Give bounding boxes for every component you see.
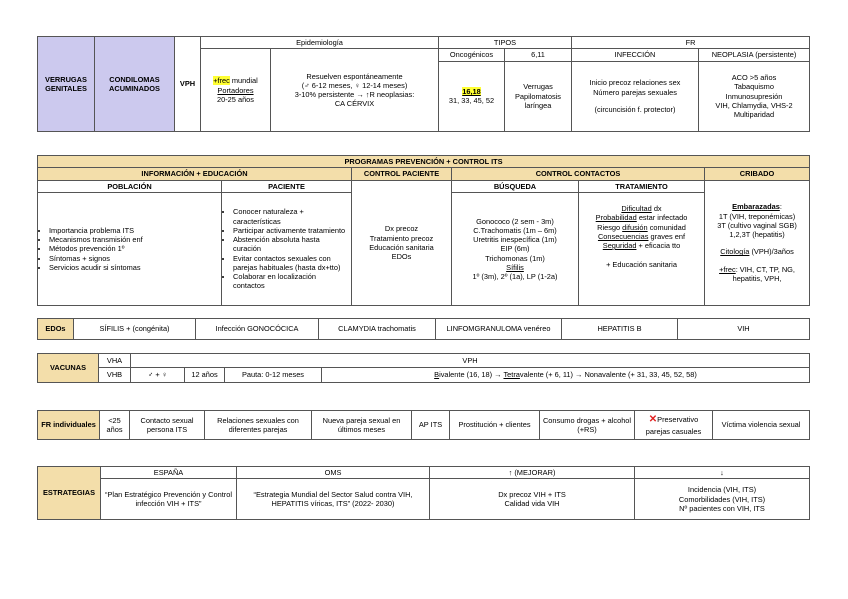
control-paciente-content xyxy=(352,180,452,306)
info-educacion-header: INFORMACIÓN + EDUCACIÓN xyxy=(38,168,352,180)
frec-label: +frec xyxy=(719,264,736,274)
oms-header: OMS xyxy=(237,467,430,479)
busqueda-line: Trichomonas (1m) xyxy=(485,253,545,263)
poblacion-content xyxy=(38,192,222,305)
citologia-label: Citología xyxy=(720,247,750,257)
cribado-line: 1,2,3T (hepatitis) xyxy=(729,230,785,240)
neo-line: Multiparidad xyxy=(733,110,775,120)
consecuencias-label: Consecuencias xyxy=(597,231,649,241)
tt-rest: graves enf xyxy=(648,231,686,241)
estrategias-label: ESTRATEGIAS xyxy=(38,467,101,520)
fr-item: Consumo drogas + alcohol (+RS) xyxy=(540,411,635,440)
fr-item: Contacto sexual persona ITS xyxy=(130,411,205,440)
vha-label: VHA xyxy=(99,354,131,368)
epi-line: 3-10% persistente → ↑R neoplasias: xyxy=(294,90,415,100)
mejorar-content xyxy=(430,479,635,520)
programas-title: PROGRAMAS PREVENCIÓN + CONTROL ITS xyxy=(38,156,810,168)
verrugas-table xyxy=(37,36,810,132)
tipos-header: TIPOS xyxy=(439,37,572,49)
fr-individuales-label: FR individuales xyxy=(38,411,100,440)
fr-item: AP ITS xyxy=(412,411,450,440)
paciente-item: • Colaborar en localización contactos xyxy=(233,272,349,291)
infeccion-factors xyxy=(572,61,699,132)
seguridad-label: Seguridad xyxy=(602,241,637,250)
cp-line: EDOs xyxy=(391,252,412,261)
epi-line: CA CÉRVIX xyxy=(334,99,375,109)
espana-header: ESPAÑA xyxy=(101,467,237,479)
frec-highlight: +frec xyxy=(213,76,230,86)
estrategias-table xyxy=(37,466,810,520)
vph-header: VPH xyxy=(131,354,810,368)
tt-rest: dx xyxy=(651,204,662,213)
neo-line: Inmunosupresión xyxy=(725,91,783,101)
mejorar-header: ↑ (MEJORAR) xyxy=(430,467,635,479)
poblacion-item: • Síntomas + signos xyxy=(49,254,219,263)
poblacion-item: • Servicios acudir si síntomas xyxy=(49,263,219,272)
neo-line: Tabaquismo xyxy=(734,82,774,92)
vacunas-label: VACUNAS xyxy=(38,354,99,383)
epi-line: (♂ 6-12 meses, ♀ 12-14 meses) xyxy=(301,80,408,90)
fr-individuales-table xyxy=(37,410,810,440)
programas-table xyxy=(37,155,810,306)
vph-label: VPH xyxy=(175,37,201,132)
cribado-line: 1T (VIH, treponémicas) xyxy=(718,211,796,221)
edo-item: LINFOMGRANULOMA venéreo xyxy=(436,319,562,340)
tt-rest: + eficacia tto xyxy=(636,241,681,250)
cribado-line: 3T (cultivo vaginal SGB) xyxy=(717,220,797,230)
paciente-item: • Evitar contactos sexuales con parejas habituales (hasta dx+tto) xyxy=(233,254,349,273)
vph-pauta: Pauta: 0-12 meses xyxy=(225,368,322,383)
mejorar-line: Calidad vida VIH xyxy=(504,499,560,509)
inf-line: Inicio precoz relaciones sex xyxy=(589,78,681,88)
edo-item: SÍFILIS + (congénita) xyxy=(74,319,196,340)
fr-item: Relaciones sexuales con diferentes parejas xyxy=(205,411,312,440)
paciente-header: PACIENTE xyxy=(222,180,352,192)
busqueda-line: Uretritis inespecífica (1m) xyxy=(473,235,557,244)
paciente-item: • Participar activamente tratamiento xyxy=(233,226,349,235)
edos-table xyxy=(37,318,810,340)
busqueda-line: EIP (6m) xyxy=(500,244,530,254)
dificultad-label: Dificultad xyxy=(621,204,652,213)
verrugas-label: VERRUGAS GENITALES xyxy=(38,37,95,132)
edo-item: Infección GONOCÓCICA xyxy=(196,319,319,340)
cp-line: Educación sanitaria xyxy=(369,242,434,252)
tratamiento-header: TRATAMIENTO xyxy=(579,180,705,192)
poblacion-item: • Mecanismos transmisión enf xyxy=(49,235,219,244)
neoplasia-header: NEOPLASIA (persistente) xyxy=(699,49,810,61)
reducir-line: Comorbilidades (VIH, ITS) xyxy=(678,494,766,504)
epidemiologia-header: Epidemiología xyxy=(201,37,439,49)
poblacion-header: POBLACIÓN xyxy=(38,180,222,192)
condilomas-label: CONDILOMAS ACUMINADOS xyxy=(95,37,175,132)
busqueda-header: BÚSQUEDA xyxy=(452,180,579,192)
poblacion-item: • Importancia problema ITS xyxy=(49,226,219,235)
cp-line: Dx precoz xyxy=(384,224,419,234)
bivalente-rest: ivalente (16, 18) → xyxy=(439,370,504,380)
oms-plan: “Estrategia Mundial del Sector Salud contra VIH, HEPATITIS víricas, ITS” (2022- 2030) xyxy=(237,479,430,520)
fr-item: Víctima violencia sexual xyxy=(713,411,810,440)
reducir-content xyxy=(635,479,810,520)
busqueda-line: C.Trachomatis (1m – 6m) xyxy=(473,225,557,235)
fr-item: Prostitución + clientes xyxy=(450,411,540,440)
inf-line: Número parejas sexuales xyxy=(593,87,677,97)
edo-item: VIH xyxy=(678,319,810,340)
difusion-label: difusión xyxy=(622,222,648,232)
benign-line: Papilomatosis xyxy=(514,91,561,101)
cribado-content xyxy=(705,180,810,306)
colon: : xyxy=(779,202,782,212)
inf-line: (circuncisión f. protector) xyxy=(594,104,676,114)
epi-frecuencia xyxy=(201,49,271,132)
benignos-header: 6,11 xyxy=(505,49,572,61)
benign-line: laríngea xyxy=(524,100,552,110)
espana-plan: “Plan Estratégico Prevención y Control infección VIH + ITS” xyxy=(101,479,237,520)
control-paciente-header: CONTROL PACIENTE xyxy=(352,168,452,180)
reducir-line: Incidencia (VIH, ITS) xyxy=(687,485,757,495)
busqueda-line: Gonococo (2 sem - 3m) xyxy=(476,216,554,226)
cp-line: Tratamiento precoz xyxy=(369,233,434,243)
benign-line: Verrugas xyxy=(523,82,553,92)
paciente-content xyxy=(222,192,352,305)
epi-resolucion xyxy=(271,49,439,132)
reducir-line: Nº pacientes con VIH, ITS xyxy=(679,503,765,513)
edo-item: HEPATITIS B xyxy=(562,319,678,340)
tratamiento-content xyxy=(579,192,705,305)
fr-header: FR xyxy=(572,37,810,49)
control-contactos-header: CONTROL CONTACTOS xyxy=(452,168,705,180)
tt-rest: Riesgo xyxy=(597,222,623,232)
busqueda-line: 1º (3m), 2º (1a), LP (1-2a) xyxy=(472,272,558,281)
onco-main-types: 16,18 xyxy=(462,87,481,96)
oncogenicos-header: Oncogénicos xyxy=(439,49,505,61)
poblacion-item: • Métodos prevención 1º xyxy=(49,244,219,253)
neo-line: ACO >5 años xyxy=(731,73,777,83)
embarazadas-label: Embarazadas xyxy=(732,202,780,212)
educacion-line: + Educación sanitaria xyxy=(606,260,677,270)
vph-age: 12 años xyxy=(185,368,225,383)
paciente-item: • Abstención absoluta hasta curación xyxy=(233,235,349,254)
tetra-rest: valente (+ 6, 11) → Nonavalente (+ 31, 33, 45, 52, 58) xyxy=(519,370,697,380)
epi-line: Resuelven espontáneamente xyxy=(306,71,403,81)
citologia-rest: (VPH)/3años xyxy=(749,247,794,257)
portadores-text: Portadores xyxy=(217,85,254,95)
edo-item: CLAMYDIA trachomatis xyxy=(319,319,436,340)
infeccion-header: INFECCIÓN xyxy=(572,49,699,61)
fr-preservativo xyxy=(635,411,713,440)
busqueda-content xyxy=(452,192,579,305)
reducir-header: ↓ xyxy=(635,467,810,479)
tt-rest: comunidad xyxy=(647,222,686,232)
bivalente-initial: B xyxy=(434,370,440,380)
fr-item: <25 años xyxy=(100,411,130,440)
vph-sexes: ♂ + ♀ xyxy=(131,368,185,383)
tt-rest: estar infectado xyxy=(636,213,688,223)
onco-other-types: 31, 33, 45, 52 xyxy=(448,96,495,106)
preservativo-text: Preservativo parejas casuales xyxy=(645,415,702,436)
probabilidad-label: Probabilidad xyxy=(595,213,637,223)
benignos-types xyxy=(505,61,572,132)
vacunas-table xyxy=(37,353,810,383)
neo-line: VIH, Chlamydia, VHS-2 xyxy=(715,100,793,110)
mejorar-line: Dx precoz VIH + ITS xyxy=(498,489,566,499)
vhb-label: VHB xyxy=(99,368,131,383)
cross-icon: ✕ xyxy=(648,414,658,426)
neoplasia-factors xyxy=(699,61,810,132)
frec-rest: : VIH, CT, TP, NG, hepatitis, VPH, xyxy=(732,264,795,283)
tetra-label: Tetra xyxy=(503,370,520,380)
sifilis-label: Sífilis xyxy=(506,262,524,272)
edos-label: EDOs xyxy=(38,319,74,340)
frec-rest: mundial xyxy=(229,76,258,86)
epi-age-text: 20-25 años xyxy=(217,94,254,104)
oncogenicos-types xyxy=(439,61,505,132)
paciente-item: • Conocer naturaleza + características xyxy=(233,207,349,226)
vph-valencias xyxy=(322,368,810,383)
cribado-header: CRIBADO xyxy=(705,168,810,180)
fr-item: Nueva pareja sexual en últimos meses xyxy=(312,411,412,440)
